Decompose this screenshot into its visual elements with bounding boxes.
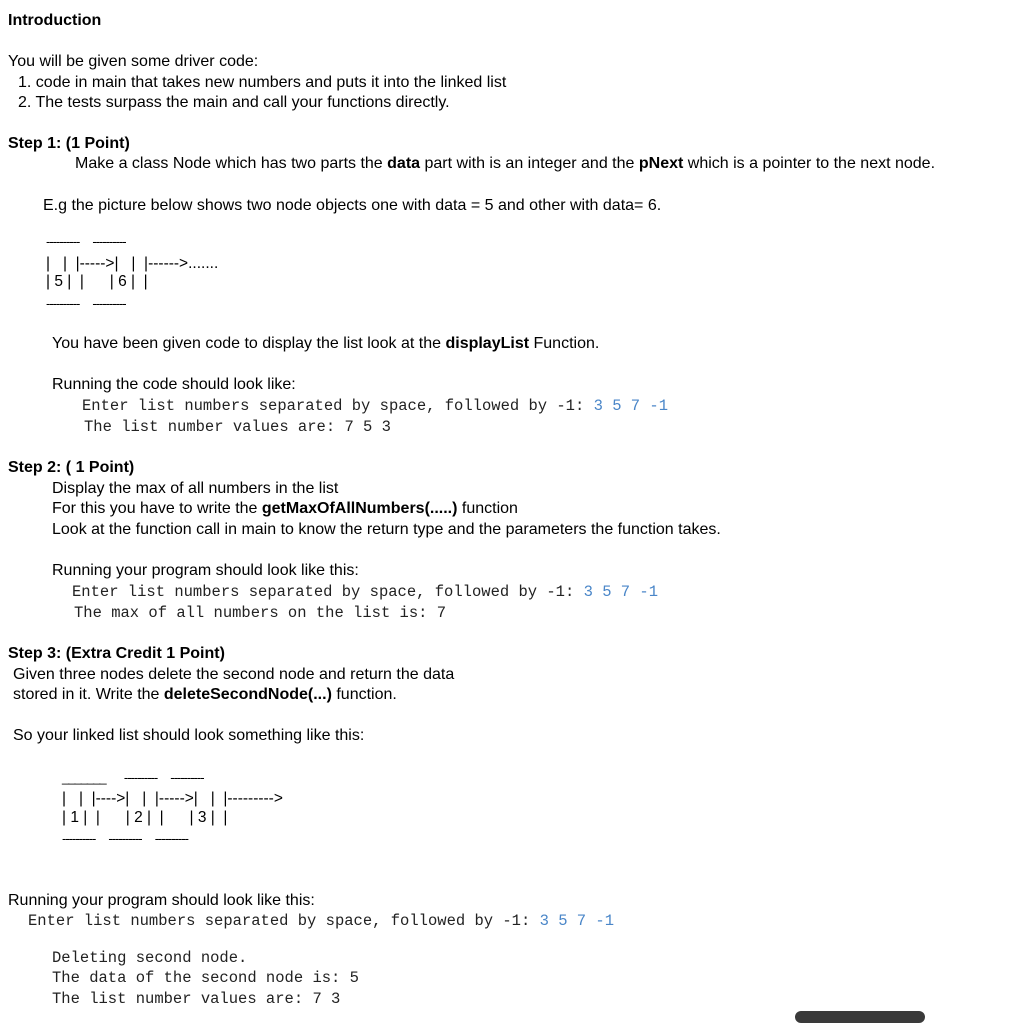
diagram-line: ---------- ---------- ---------- <box>62 831 188 846</box>
step3-running-label: Running your program should look like this: <box>8 892 315 909</box>
diagram-line: | | |---->| | |----->| | |---------> <box>62 790 283 807</box>
diagram-line: | | |----->| | |------>....... <box>46 255 219 272</box>
step3-line2: stored in it. Write the deleteSecondNode(...) function. <box>13 686 397 703</box>
step3-console-prompt: Enter list numbers separated by space, followed by -1: 3 5 7 -1 <box>28 912 615 930</box>
step1-running-label: Running the code should look like: <box>52 376 296 393</box>
step2-heading: Step 2: ( 1 Point) <box>8 459 135 476</box>
step3-line3: So your linked list should look something like this: <box>13 727 365 744</box>
step1-heading: Step 1: (1 Point) <box>8 135 130 152</box>
step3-line1: Given three nodes delete the second node and return the data <box>13 666 455 683</box>
diagram-line: | 1 | | | 2 | | | 3 | | <box>62 809 228 826</box>
step3-console-output-3: The list number values are: 7 3 <box>52 990 341 1008</box>
step2-running-label: Running your program should look like this: <box>52 562 359 579</box>
intro-lead: You will be given some driver code: <box>8 53 259 70</box>
step1-console-output: The list number values are: 7 5 3 <box>84 418 391 436</box>
page-title: Introduction <box>8 12 102 29</box>
step2-console-output: The max of all numbers on the list is: 7 <box>74 604 447 622</box>
console-input: 3 5 7 -1 <box>593 397 669 415</box>
step2-line3: Look at the function call in main to know the return type and the parameters the function takes. <box>52 521 721 538</box>
diagram-line: | 5 | | | 6 | | <box>46 273 148 290</box>
step1-console-prompt: Enter list numbers separated by space, followed by -1: 3 5 7 -1 <box>82 397 669 415</box>
intro-item-1: 1. code in main that takes new numbers and puts it into the linked list <box>18 74 507 91</box>
step3-console-output-2: The data of the second node is: 5 <box>52 969 359 987</box>
diagram-line: ---------- ---------- <box>46 296 126 311</box>
console-input: 3 5 7 -1 <box>539 912 615 930</box>
step1-example: E.g the picture below shows two node objects one with data = 5 and other with data= 6. <box>43 197 662 214</box>
console-input: 3 5 7 -1 <box>583 583 659 601</box>
step3-console-output-1: Deleting second node. <box>52 949 248 967</box>
diagram-line: _______ ---------- ---------- <box>62 770 204 785</box>
step1-display-note: You have been given code to display the list look at the displayList Function. <box>52 335 600 352</box>
diagram-line: ---------- ---------- <box>46 234 126 249</box>
step2-line2: For this you have to write the getMaxOfAllNumbers(.....) function <box>52 500 518 517</box>
step3-heading: Step 3: (Extra Credit 1 Point) <box>8 645 225 662</box>
bottom-overlay-bar <box>795 1011 925 1023</box>
intro-item-2: 2. The tests surpass the main and call your functions directly. <box>18 94 450 111</box>
step2-line1: Display the max of all numbers in the list <box>52 480 339 497</box>
step2-console-prompt: Enter list numbers separated by space, followed by -1: 3 5 7 -1 <box>72 583 659 601</box>
step1-description: Make a class Node which has two parts the data part with is an integer and the pNext which is a pointer to the next node. <box>75 155 936 172</box>
